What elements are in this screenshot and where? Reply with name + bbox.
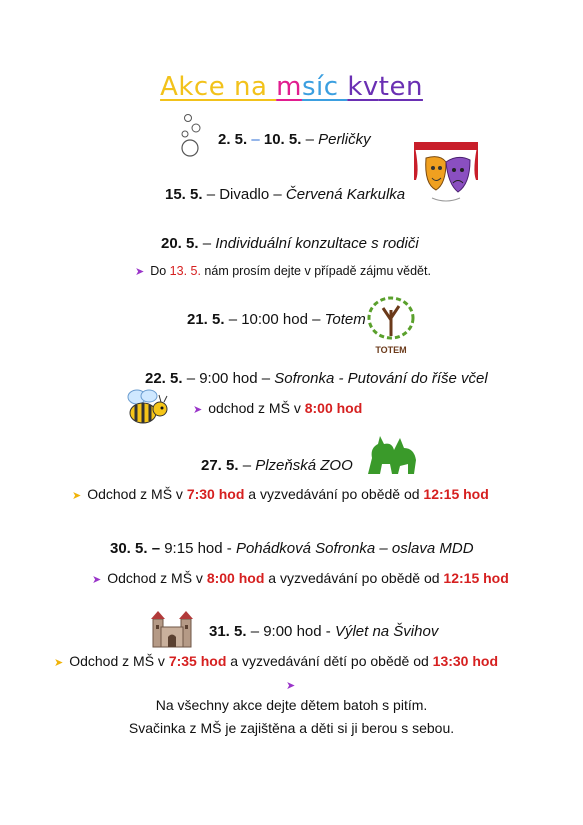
- arrow-bullet-icon: ➤: [193, 404, 203, 416]
- event-sofronka-vcely: 22. 5. – 9:00 hod – Sofronka - Putování do říše včel: [145, 370, 488, 387]
- bubbles-icon: [176, 112, 206, 158]
- note-zoo: ➤ Odchod z MŠ v 7:30 hod a vyzvedávání po obědě od 12:15 hod: [72, 486, 489, 502]
- totem-logo: TOTEM: [365, 296, 417, 354]
- event-perlicky: 2. 5. – 10. 5. – Perličky: [218, 131, 371, 148]
- page-title: Akce na msíc kvten: [160, 72, 423, 102]
- arrow-bullet-icon: ➤: [286, 680, 296, 692]
- event-svihov: 31. 5. – 9:00 hod - Výlet na Švihov: [209, 623, 439, 640]
- arrow-bullet-icon: ➤: [54, 657, 64, 669]
- event-divadlo: 15. 5. – Divadlo – Červená Karkulka: [165, 186, 406, 203]
- tree-icon: [365, 296, 417, 340]
- note-konzultace: ➤ Do 13. 5. nám prosím dejte v případě zájmu vědět.: [135, 264, 431, 278]
- note-sofronka-vcely: ➤ odchod z MŠ v 8:00 hod: [193, 400, 363, 416]
- footer-line-1: Na všechny akce dejte dětem batoh s pitím.: [155, 697, 428, 713]
- arrow-bullet-icon: ➤: [135, 266, 145, 278]
- note-svihov: ➤ Odchod z MŠ v 7:35 hod a vyzvedávání dětí po obědě od 13:30 hod: [54, 653, 499, 669]
- event-totem: 21. 5. – 10:00 hod – Totem: [187, 311, 366, 328]
- event-konzultace: 20. 5. – Individuální konzultace s rodiči: [161, 235, 419, 252]
- event-mdd: 30. 5. – 9:15 hod - Pohádková Sofronka – oslava MDD: [110, 540, 474, 557]
- event-zoo: 27. 5. – Plzeňská ZOO: [201, 457, 353, 474]
- empty-bullet: [286, 676, 301, 694]
- arrow-bullet-icon: ➤: [92, 574, 102, 586]
- bee-icon: [123, 387, 171, 427]
- castle-icon: [149, 609, 195, 649]
- footer-line-2: Svačinka z MŠ je zajištěna a děti si ji berou s sebou.: [128, 720, 455, 736]
- note-mdd: ➤ Odchod z MŠ v 8:00 hod a vyzvedávání po obědě od 12:15 hod: [92, 570, 509, 586]
- theatre-masks-icon: [410, 140, 482, 208]
- zoo-animals-icon: [364, 430, 420, 478]
- arrow-bullet-icon: ➤: [72, 490, 82, 502]
